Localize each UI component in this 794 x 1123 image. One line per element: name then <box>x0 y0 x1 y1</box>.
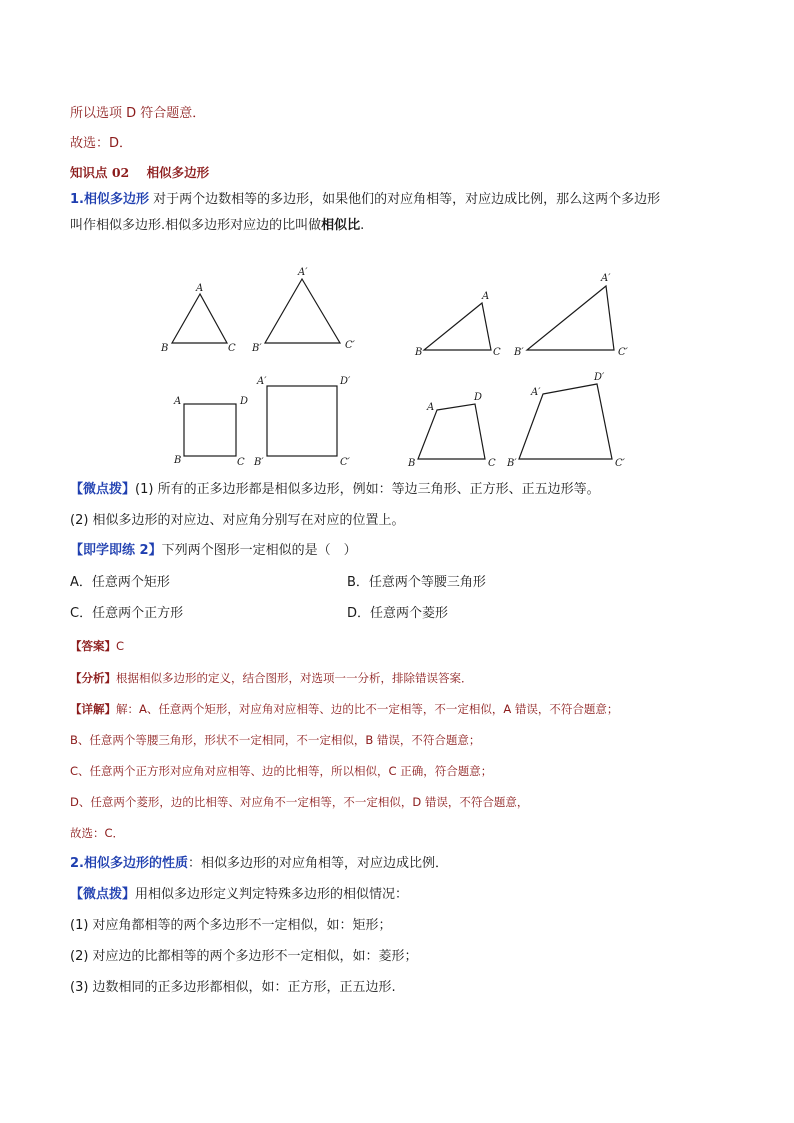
label-b-2: B <box>415 347 423 358</box>
label-ap-2: A′ <box>601 273 611 284</box>
option-b: B．任意两个等腰三角形 <box>347 575 486 590</box>
property-number: 2. <box>70 856 84 871</box>
tip2-label: 【微点拨】 <box>70 887 136 902</box>
detail-line-2: B、任意两个等腰三角形，形状不一定相同，不一定相似，B 错误，不符合题意； <box>70 733 481 747</box>
small-square <box>184 404 236 456</box>
detail-conclusion: 故选：C． <box>70 826 125 840</box>
detail-label: 【详解】 <box>70 702 116 716</box>
definition-term: 相似多边形 <box>83 192 149 207</box>
analysis-text: 根据相似多边形的定义，结合图形，对选项一一分析，排除错误答案． <box>116 671 473 685</box>
tip2-item-3: (3) 边数相同的正多边形都相似，如：正方形，正五边形. <box>70 980 396 995</box>
label-c-4: C <box>488 458 496 469</box>
label-cp-2: C′ <box>618 347 628 358</box>
label-a-2: A <box>482 291 490 302</box>
tip2-line-intro <box>70 886 408 904</box>
knowledge-point-title: 相似多边形 <box>146 165 210 180</box>
exercise-question-text: 下列两个图形一定相似的是（ ） <box>161 543 357 558</box>
intro-line-2: 故选：D． <box>70 136 133 151</box>
answer-value: C <box>116 639 125 653</box>
analysis-label: 【分析】 <box>70 671 116 685</box>
label-b-3: B <box>174 455 182 466</box>
property-text: ：相似多边形的对应角相等，对应边成比例． <box>188 856 449 871</box>
detail-line-1 <box>70 700 618 718</box>
label-a-3: A <box>174 396 182 407</box>
tip2-item-1: (1) 对应角都相等的两个多边形不一定相似，如：矩形； <box>70 918 392 933</box>
option-d: D．任意两个菱形 <box>347 606 449 621</box>
tip1-text-1: (1) 所有的正多边形都是相似多边形，例如：等边三角形、正方形、正五边形等。 <box>135 482 600 497</box>
label-cp-3: C′ <box>340 457 350 468</box>
small-scalene-triangle <box>424 303 491 350</box>
definition-text-2: 叫作相似多边形.相似多边形对应边的比叫做 <box>70 218 322 233</box>
definition-line-1 <box>70 191 660 209</box>
label-cp-1: C′ <box>345 340 355 351</box>
analysis-line <box>70 669 473 687</box>
label-a-1: A <box>196 283 204 294</box>
definition-text-1: 对于两个边数相等的多边形，如果他们的对应角相等，对应边成比例，那么这两个多边形 <box>149 192 661 207</box>
property-line <box>70 855 448 873</box>
answer-line <box>70 637 124 655</box>
definition-term-2: 相似比 <box>321 218 361 233</box>
label-ap-1: A′ <box>298 267 308 278</box>
knowledge-point-heading <box>70 164 209 183</box>
exercise-label: 【即学即练 2】 <box>70 543 162 558</box>
option-a: A．任意两个矩形 <box>70 575 170 590</box>
answer-label: 【答案】 <box>70 639 116 653</box>
label-d-4: D <box>474 392 483 403</box>
label-bp-2: B′ <box>514 347 524 358</box>
label-bp-4: B′ <box>507 458 517 469</box>
large-square <box>267 386 337 456</box>
large-scalene-triangle <box>527 286 614 350</box>
tip1-line-1 <box>70 481 600 499</box>
similar-polygons-figure <box>160 262 650 472</box>
detail-text-1: 解：A、任意两个矩形，对应角对应相等、边的比不一定相等，不一定相似，A 错误，不符合题意； <box>116 702 619 716</box>
label-dp-3: D′ <box>340 376 351 387</box>
tip2-item-2: (2) 对应边的比都相等的两个多边形不一定相似，如：菱形； <box>70 949 418 964</box>
intro-line-1: 所以选项 D 符合题意． <box>70 106 206 121</box>
detail-line-3: C、任意两个正方形对应角对应相等、边的比相等，所以相似，C 正确，符合题意； <box>70 764 493 778</box>
tip2-intro: 用相似多边形定义判定特殊多边形的相似情况： <box>135 887 409 902</box>
label-a-4: A <box>427 402 435 413</box>
label-c-1: C <box>228 343 236 354</box>
exercise-question <box>70 542 357 560</box>
small-equilateral-triangle <box>172 294 227 343</box>
detail-line-4: D、任意两个菱形，边的比相等、对应角不一定相等，不一定相似，D 错误，不符合题意， <box>70 795 529 809</box>
definition-line-2: 叫作相似多边形.相似多边形对应边的比叫做相似比. <box>70 218 365 233</box>
property-term: 相似多边形的性质 <box>83 856 188 871</box>
knowledge-point-label: 知识点 02 <box>70 165 130 180</box>
label-bp-1: B′ <box>252 343 262 354</box>
label-bp-3: B′ <box>254 457 264 468</box>
label-dp-4: D′ <box>594 372 605 383</box>
label-b-1: B <box>161 343 169 354</box>
label-cp-4: C′ <box>615 458 625 469</box>
tip1-line-2: (2) 相似多边形的对应边、对应角分别写在对应的位置上。 <box>70 513 405 528</box>
tip1-label: 【微点拨】 <box>70 482 136 497</box>
label-c-3: C <box>237 457 245 468</box>
definition-number: 1. <box>70 192 84 207</box>
option-c: C．任意两个正方形 <box>70 606 184 621</box>
label-b-4: B <box>408 458 416 469</box>
label-ap-3: A′ <box>257 376 267 387</box>
label-ap-4: A′ <box>531 387 541 398</box>
large-equilateral-triangle <box>265 279 340 343</box>
label-c-2: C <box>493 347 501 358</box>
label-d-3: D <box>240 396 249 407</box>
